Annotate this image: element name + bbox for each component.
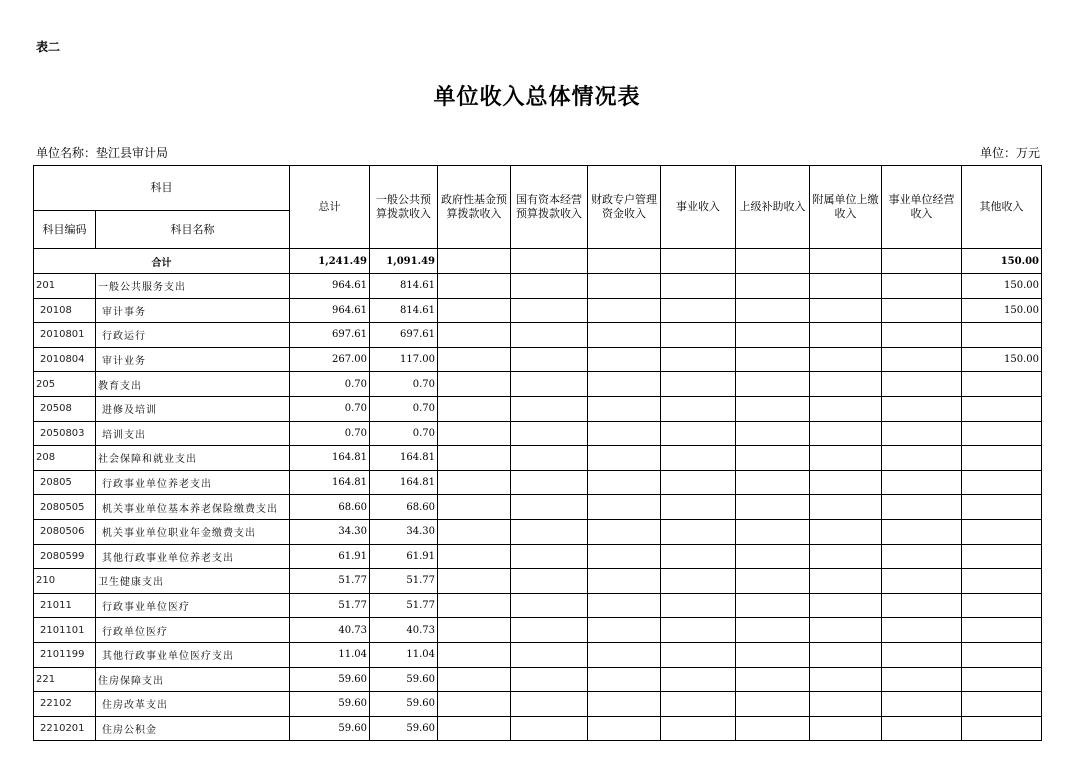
amount-cell xyxy=(588,692,661,717)
amount-cell xyxy=(962,519,1042,544)
amount-cell xyxy=(882,544,962,569)
amount-cell: 11.04 xyxy=(370,642,438,667)
total-cell xyxy=(810,249,882,274)
amount-cell xyxy=(438,372,511,397)
unit-label: 单位：万元 xyxy=(979,146,1040,160)
amount-cell xyxy=(511,495,588,520)
amount-cell xyxy=(882,519,962,544)
amount-cell xyxy=(661,569,736,594)
amount-cell xyxy=(962,593,1042,618)
amount-cell xyxy=(661,298,736,323)
subject-code: 2101101 xyxy=(34,618,96,643)
amount-cell xyxy=(511,396,588,421)
amount-cell xyxy=(661,692,736,717)
amount-cell xyxy=(736,421,810,446)
amount-cell: 59.60 xyxy=(290,716,370,741)
amount-cell xyxy=(588,544,661,569)
amount-cell xyxy=(438,716,511,741)
amount-cell: 814.61 xyxy=(370,274,438,299)
amount-cell xyxy=(588,298,661,323)
amount-cell xyxy=(962,569,1042,594)
subject-code: 221 xyxy=(34,667,96,692)
amount-cell xyxy=(736,569,810,594)
amount-cell: 0.70 xyxy=(370,396,438,421)
subject-code: 2080506 xyxy=(34,519,96,544)
amount-cell xyxy=(588,593,661,618)
amount-cell xyxy=(736,446,810,471)
amount-cell xyxy=(736,618,810,643)
amount-cell xyxy=(736,544,810,569)
total-cell: 150.00 xyxy=(962,249,1042,274)
amount-cell xyxy=(736,692,810,717)
amount-cell xyxy=(962,692,1042,717)
subject-name: 住房改革支出 xyxy=(96,692,290,717)
subject-code: 210 xyxy=(34,569,96,594)
amount-cell xyxy=(511,667,588,692)
amount-cell: 164.81 xyxy=(290,446,370,471)
total-cell xyxy=(438,249,511,274)
amount-cell xyxy=(962,544,1042,569)
header-col: 一般公共预算拨款收入 xyxy=(370,166,438,249)
amount-cell: 150.00 xyxy=(962,298,1042,323)
amount-cell: 164.81 xyxy=(370,446,438,471)
amount-cell xyxy=(511,347,588,372)
amount-cell xyxy=(810,274,882,299)
table-row xyxy=(34,692,1042,717)
amount-cell: 11.04 xyxy=(290,642,370,667)
amount-cell xyxy=(962,470,1042,495)
amount-cell xyxy=(962,396,1042,421)
subject-code: 20805 xyxy=(34,470,96,495)
amount-cell: 68.60 xyxy=(290,495,370,520)
amount-cell xyxy=(882,470,962,495)
table-row xyxy=(34,347,1042,372)
header-code: 科目编码 xyxy=(34,211,96,249)
subject-name: 机关事业单位基本养老保险缴费支出 xyxy=(96,495,290,520)
amount-cell xyxy=(882,372,962,397)
subject-name: 行政事业单位医疗 xyxy=(96,593,290,618)
amount-cell xyxy=(661,716,736,741)
table-row xyxy=(34,298,1042,323)
subject-code: 20508 xyxy=(34,396,96,421)
amount-cell xyxy=(962,446,1042,471)
amount-cell xyxy=(736,323,810,348)
subject-code: 2010804 xyxy=(34,347,96,372)
table-body xyxy=(34,249,1042,741)
header-col: 附属单位上缴收入 xyxy=(810,166,882,249)
amount-cell xyxy=(511,593,588,618)
amount-cell xyxy=(810,642,882,667)
total-cell xyxy=(736,249,810,274)
amount-cell: 0.70 xyxy=(290,372,370,397)
total-cell xyxy=(588,249,661,274)
amount-cell xyxy=(736,642,810,667)
table-row xyxy=(34,544,1042,569)
subject-code: 2080505 xyxy=(34,495,96,520)
amount-cell xyxy=(962,323,1042,348)
amount-cell xyxy=(438,470,511,495)
amount-cell xyxy=(736,667,810,692)
subject-code: 208 xyxy=(34,446,96,471)
amount-cell xyxy=(736,298,810,323)
table-row xyxy=(34,519,1042,544)
amount-cell xyxy=(438,446,511,471)
amount-cell xyxy=(661,396,736,421)
amount-cell: 59.60 xyxy=(370,716,438,741)
amount-cell xyxy=(736,274,810,299)
subject-name: 审计业务 xyxy=(96,347,290,372)
amount-cell: 697.61 xyxy=(370,323,438,348)
amount-cell xyxy=(882,396,962,421)
total-label: 合计 xyxy=(34,249,290,274)
amount-cell xyxy=(438,593,511,618)
header-col: 事业单位经营收入 xyxy=(882,166,962,249)
amount-cell xyxy=(810,470,882,495)
amount-cell: 697.61 xyxy=(290,323,370,348)
amount-cell: 0.70 xyxy=(370,421,438,446)
amount-cell xyxy=(588,642,661,667)
amount-cell xyxy=(736,593,810,618)
amount-cell xyxy=(438,396,511,421)
amount-cell xyxy=(438,495,511,520)
amount-cell xyxy=(736,347,810,372)
income-table xyxy=(33,165,1042,741)
subject-name: 卫生健康支出 xyxy=(96,569,290,594)
subject-code: 205 xyxy=(34,372,96,397)
table-row xyxy=(34,593,1042,618)
amount-cell xyxy=(882,347,962,372)
amount-cell xyxy=(810,593,882,618)
amount-cell xyxy=(511,569,588,594)
amount-cell: 40.73 xyxy=(370,618,438,643)
amount-cell xyxy=(882,692,962,717)
table-row xyxy=(34,396,1042,421)
amount-cell xyxy=(588,716,661,741)
subject-name: 机关事业单位职业年金缴费支出 xyxy=(96,519,290,544)
amount-cell xyxy=(661,618,736,643)
amount-cell xyxy=(736,495,810,520)
subject-name: 教育支出 xyxy=(96,372,290,397)
subject-name: 社会保障和就业支出 xyxy=(96,446,290,471)
header-col: 事业收入 xyxy=(661,166,736,249)
table-row xyxy=(34,470,1042,495)
amount-cell xyxy=(882,495,962,520)
amount-cell xyxy=(810,372,882,397)
amount-cell xyxy=(438,618,511,643)
amount-cell xyxy=(882,323,962,348)
amount-cell xyxy=(810,396,882,421)
amount-cell xyxy=(810,618,882,643)
amount-cell xyxy=(588,618,661,643)
amount-cell xyxy=(511,519,588,544)
amount-cell xyxy=(511,421,588,446)
amount-cell xyxy=(962,421,1042,446)
amount-cell xyxy=(736,372,810,397)
amount-cell xyxy=(511,544,588,569)
amount-cell xyxy=(511,372,588,397)
header-col: 政府性基金预算拨款收入 xyxy=(438,166,511,249)
amount-cell xyxy=(810,716,882,741)
amount-cell: 51.77 xyxy=(370,569,438,594)
amount-cell xyxy=(962,495,1042,520)
subject-name: 培训支出 xyxy=(96,421,290,446)
amount-cell xyxy=(661,274,736,299)
amount-cell xyxy=(882,667,962,692)
amount-cell xyxy=(588,347,661,372)
amount-cell xyxy=(661,667,736,692)
total-cell xyxy=(882,249,962,274)
amount-cell xyxy=(438,421,511,446)
amount-cell xyxy=(882,642,962,667)
subject-code: 21011 xyxy=(34,593,96,618)
amount-cell xyxy=(511,716,588,741)
subject-name: 行政事业单位养老支出 xyxy=(96,470,290,495)
amount-cell xyxy=(882,298,962,323)
amount-cell: 51.77 xyxy=(290,569,370,594)
amount-cell xyxy=(588,323,661,348)
amount-cell xyxy=(882,274,962,299)
amount-cell xyxy=(736,519,810,544)
amount-cell xyxy=(962,642,1042,667)
amount-cell xyxy=(511,642,588,667)
amount-cell xyxy=(810,544,882,569)
amount-cell xyxy=(736,716,810,741)
amount-cell xyxy=(511,323,588,348)
subject-name: 行政运行 xyxy=(96,323,290,348)
subject-code: 20108 xyxy=(34,298,96,323)
subject-code: 2101199 xyxy=(34,642,96,667)
amount-cell xyxy=(511,274,588,299)
amount-cell xyxy=(661,593,736,618)
amount-cell xyxy=(882,446,962,471)
header-row xyxy=(34,166,1042,211)
header-name: 科目名称 xyxy=(96,211,290,249)
amount-cell: 68.60 xyxy=(370,495,438,520)
amount-cell xyxy=(438,692,511,717)
amount-cell xyxy=(588,569,661,594)
amount-cell xyxy=(810,347,882,372)
table-row xyxy=(34,323,1042,348)
amount-cell xyxy=(588,495,661,520)
subject-name: 进修及培训 xyxy=(96,396,290,421)
subject-name: 一般公共服务支出 xyxy=(96,274,290,299)
total-cell xyxy=(661,249,736,274)
amount-cell xyxy=(511,470,588,495)
amount-cell: 150.00 xyxy=(962,347,1042,372)
total-cell: 1,241.49 xyxy=(290,249,370,274)
amount-cell xyxy=(810,446,882,471)
subject-code: 2080599 xyxy=(34,544,96,569)
table-row xyxy=(34,446,1042,471)
amount-cell xyxy=(882,421,962,446)
amount-cell xyxy=(588,421,661,446)
amount-cell xyxy=(882,716,962,741)
amount-cell xyxy=(661,544,736,569)
amount-cell xyxy=(661,421,736,446)
header-col: 其他收入 xyxy=(962,166,1042,249)
amount-cell: 61.91 xyxy=(290,544,370,569)
amount-cell xyxy=(438,347,511,372)
amount-cell: 51.77 xyxy=(370,593,438,618)
table-row xyxy=(34,716,1042,741)
subject-name: 其他行政事业单位医疗支出 xyxy=(96,642,290,667)
amount-cell: 59.60 xyxy=(370,692,438,717)
amount-cell: 150.00 xyxy=(962,274,1042,299)
amount-cell xyxy=(511,692,588,717)
subject-name: 其他行政事业单位养老支出 xyxy=(96,544,290,569)
subject-name: 行政单位医疗 xyxy=(96,618,290,643)
amount-cell xyxy=(810,692,882,717)
table-row xyxy=(34,495,1042,520)
subject-name: 住房保障支出 xyxy=(96,667,290,692)
page-title: 单位收入总体情况表 xyxy=(433,84,641,110)
amount-cell xyxy=(661,372,736,397)
amount-cell xyxy=(882,593,962,618)
amount-cell xyxy=(588,519,661,544)
amount-cell: 34.30 xyxy=(290,519,370,544)
table-row xyxy=(34,274,1042,299)
amount-cell: 40.73 xyxy=(290,618,370,643)
subject-code: 2050803 xyxy=(34,421,96,446)
subject-name: 审计事务 xyxy=(96,298,290,323)
table-number: 表二 xyxy=(36,40,61,54)
amount-cell xyxy=(661,470,736,495)
amount-cell xyxy=(661,495,736,520)
amount-cell xyxy=(588,396,661,421)
amount-cell: 59.60 xyxy=(370,667,438,692)
amount-cell xyxy=(588,372,661,397)
header-col: 国有资本经营预算拨款收入 xyxy=(511,166,588,249)
table-row xyxy=(34,421,1042,446)
amount-cell xyxy=(438,569,511,594)
amount-cell xyxy=(962,372,1042,397)
amount-cell xyxy=(438,667,511,692)
amount-cell xyxy=(810,569,882,594)
amount-cell: 164.81 xyxy=(290,470,370,495)
amount-cell xyxy=(962,716,1042,741)
amount-cell xyxy=(736,470,810,495)
amount-cell xyxy=(438,544,511,569)
amount-cell xyxy=(810,519,882,544)
amount-cell: 0.70 xyxy=(370,372,438,397)
subject-code: 2210201 xyxy=(34,716,96,741)
amount-cell xyxy=(588,470,661,495)
amount-cell xyxy=(511,618,588,643)
amount-cell xyxy=(661,519,736,544)
subject-name: 住房公积金 xyxy=(96,716,290,741)
amount-cell xyxy=(438,519,511,544)
amount-cell: 964.61 xyxy=(290,298,370,323)
amount-cell: 0.70 xyxy=(290,396,370,421)
amount-cell xyxy=(810,667,882,692)
amount-cell xyxy=(661,347,736,372)
table-row xyxy=(34,642,1042,667)
amount-cell xyxy=(962,618,1042,643)
amount-cell: 51.77 xyxy=(290,593,370,618)
amount-cell xyxy=(661,446,736,471)
amount-cell: 59.60 xyxy=(290,692,370,717)
total-row xyxy=(34,249,1042,274)
amount-cell xyxy=(661,642,736,667)
subject-code: 22102 xyxy=(34,692,96,717)
unit-name: 单位名称：垫江县审计局 xyxy=(36,146,169,160)
amount-cell: 117.00 xyxy=(370,347,438,372)
amount-cell xyxy=(810,323,882,348)
amount-cell xyxy=(438,274,511,299)
amount-cell xyxy=(882,569,962,594)
amount-cell xyxy=(438,642,511,667)
amount-cell: 34.30 xyxy=(370,519,438,544)
amount-cell xyxy=(736,396,810,421)
amount-cell xyxy=(810,495,882,520)
table-row xyxy=(34,372,1042,397)
header-col: 总计 xyxy=(290,166,370,249)
amount-cell: 164.81 xyxy=(370,470,438,495)
amount-cell: 267.00 xyxy=(290,347,370,372)
amount-cell xyxy=(810,298,882,323)
amount-cell xyxy=(661,323,736,348)
amount-cell xyxy=(438,298,511,323)
amount-cell xyxy=(882,618,962,643)
table-row xyxy=(34,618,1042,643)
total-cell xyxy=(511,249,588,274)
amount-cell: 0.70 xyxy=(290,421,370,446)
amount-cell xyxy=(438,323,511,348)
amount-cell xyxy=(588,274,661,299)
subject-code: 2010801 xyxy=(34,323,96,348)
header-subject: 科目 xyxy=(34,166,290,211)
subject-code: 201 xyxy=(34,274,96,299)
header-col: 上级补助收入 xyxy=(736,166,810,249)
amount-cell: 964.61 xyxy=(290,274,370,299)
amount-cell xyxy=(962,667,1042,692)
amount-cell: 814.61 xyxy=(370,298,438,323)
amount-cell xyxy=(588,446,661,471)
amount-cell: 59.60 xyxy=(290,667,370,692)
amount-cell xyxy=(511,298,588,323)
amount-cell xyxy=(511,446,588,471)
amount-cell xyxy=(588,667,661,692)
header-col: 财政专户管理资金收入 xyxy=(588,166,661,249)
table-row xyxy=(34,667,1042,692)
table-row xyxy=(34,569,1042,594)
amount-cell: 61.91 xyxy=(370,544,438,569)
total-cell: 1,091.49 xyxy=(370,249,438,274)
amount-cell xyxy=(810,421,882,446)
